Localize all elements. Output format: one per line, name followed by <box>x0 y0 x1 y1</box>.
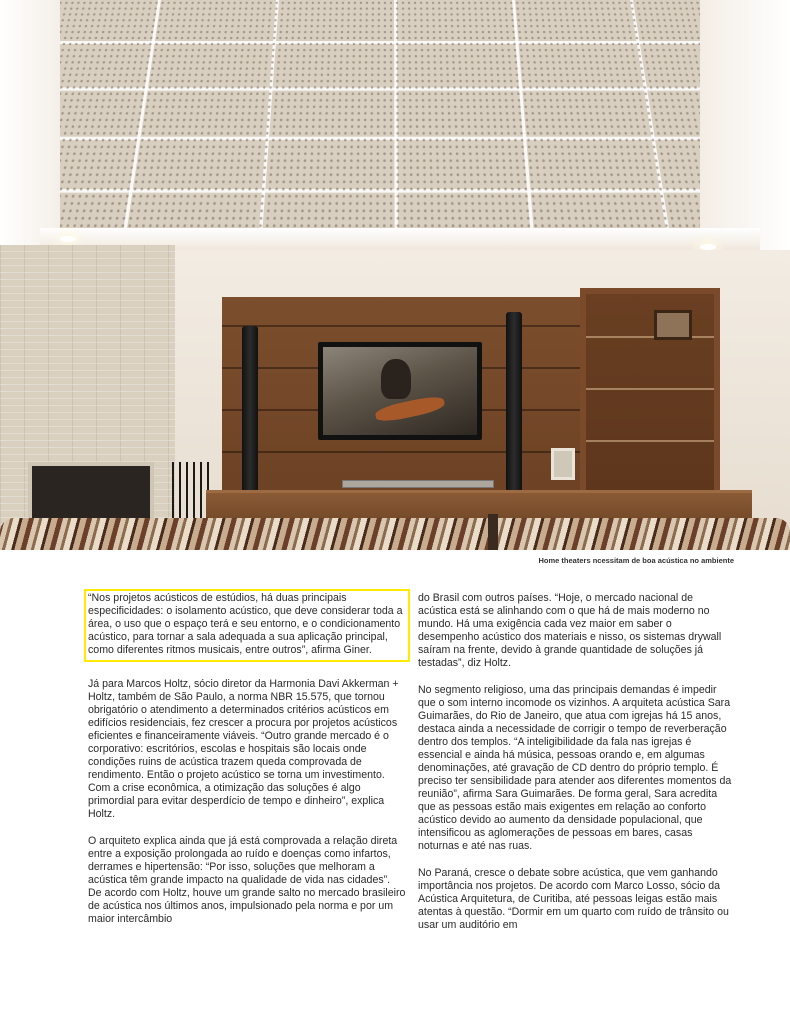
article-column-left <box>88 592 406 940</box>
sofa-gap <box>488 514 498 550</box>
article-paragraph: do Brasil com outros países. “Hoje, o mercado nacional de acústica está se alinhando com o que há de mais moderno no mundo. Há uma exigência cada vez maior em saber o desempenho acústico dos materiais e nisso, os sistemas drywall saíram na frente, devido à grande quantidade de soluções já testadas”, diz Holtz. <box>418 592 722 669</box>
television <box>318 342 482 440</box>
small-picture-frame <box>551 448 575 480</box>
article-paragraph: O arquiteto explica ainda que já está comprovada a relação direta entre a exposição prolongada ao ruído e doenças como infartos, derrames e hipertensão: “Por isso, soluções que melhoram a acústica têm grande impacto na qualidade de vida nas cidades”. De acordo com Holtz, houve um grande salto no mercado brasileiro de acústica nos últimos anos, impulsionado pela norma e por um maior intercâmbio <box>88 835 406 925</box>
light-cove-right <box>700 0 790 250</box>
article-paragraph: No segmento religioso, uma das principais demandas é impedir que o som interno incomode os vizinhos. A arquiteta acústica Sara Guimarães, do Rio de Janeiro, que atua com igrejas há 15 anos, destaca ainda a necessidade de corrigir o tempo de reverberação dentro dos templos. “A inteligibilidade da fala nas igrejas é essencial e ainda há música, pessoas orando e, em algumas denominações, até gravação de CD dentro do próprio templo. É preciso ter sensibilidade para atender aos diferentes momentos da reunião”, afirma Sara Guimarães. De forma geral, Sara acredita que as pessoas estão mais exigentes em relação ao conforto acústico devido ao aumento da densidade populacional, que intensificou as aglomerações de pessoas em bares, casas noturnas e até nas ruas. <box>418 684 732 852</box>
glass-shelf <box>342 480 494 488</box>
tower-speaker-right <box>506 312 522 492</box>
tv-screen <box>323 347 477 435</box>
acoustic-ceiling-panel <box>0 0 790 249</box>
article-paragraph: Já para Marcos Holtz, sócio diretor da Harmonia Davi Akkerman + Holtz, também de São Paulo, a norma NBR 15.575, que tornou obrigatório o atendimento a determinados critérios acústicos em edifícios residenciais, fez crescer a procura por projetos acústicos eficientes e financeiramente viáveis. “Outro grande mercado é o corporativo: escritórios, escolas e hospitais são locais onde condições ruins de acústica trazem queda comprovada de rendimento. Então o projeto acústico se torna um investimento. Com a crise econômica, a otimização das soluções é algo primordial para evitar desperdício de tempo e dinheiro”, explica Holtz. <box>88 678 399 820</box>
downlight <box>60 236 76 242</box>
light-cove-left <box>0 0 60 250</box>
picture-frame <box>654 310 692 340</box>
highlighted-quote: “Nos projetos acústicos de estúdios, há duas principais especificidades: o isolamento acústico, que deve considerar toda a área, o uso que o espaço terá e seu entorno, e o condicionamento acústico, para tornar a sala adequada a sua aplicação principal, como diferentes ritmos musicais, entre outros”, afirma Giner. <box>84 589 410 662</box>
striped-sofa <box>0 518 790 550</box>
photo-caption: Home theaters ncessitam de boa acústica no ambiente <box>538 556 734 565</box>
article-paragraph: No Paraná, cresce o debate sobre acústica, que vem ganhando importância nos projetos. De acordo com Marco Losso, sócio da Acústica Arquitetura, de Curitiba, até pessoas leigas estão mais atentas à questão. “Dormir em um quarto com ruído de trânsito ou usar um auditório em <box>418 867 729 931</box>
article-column-right <box>418 592 732 946</box>
wood-shelf-unit <box>580 288 720 500</box>
tower-speaker-left <box>242 326 258 492</box>
